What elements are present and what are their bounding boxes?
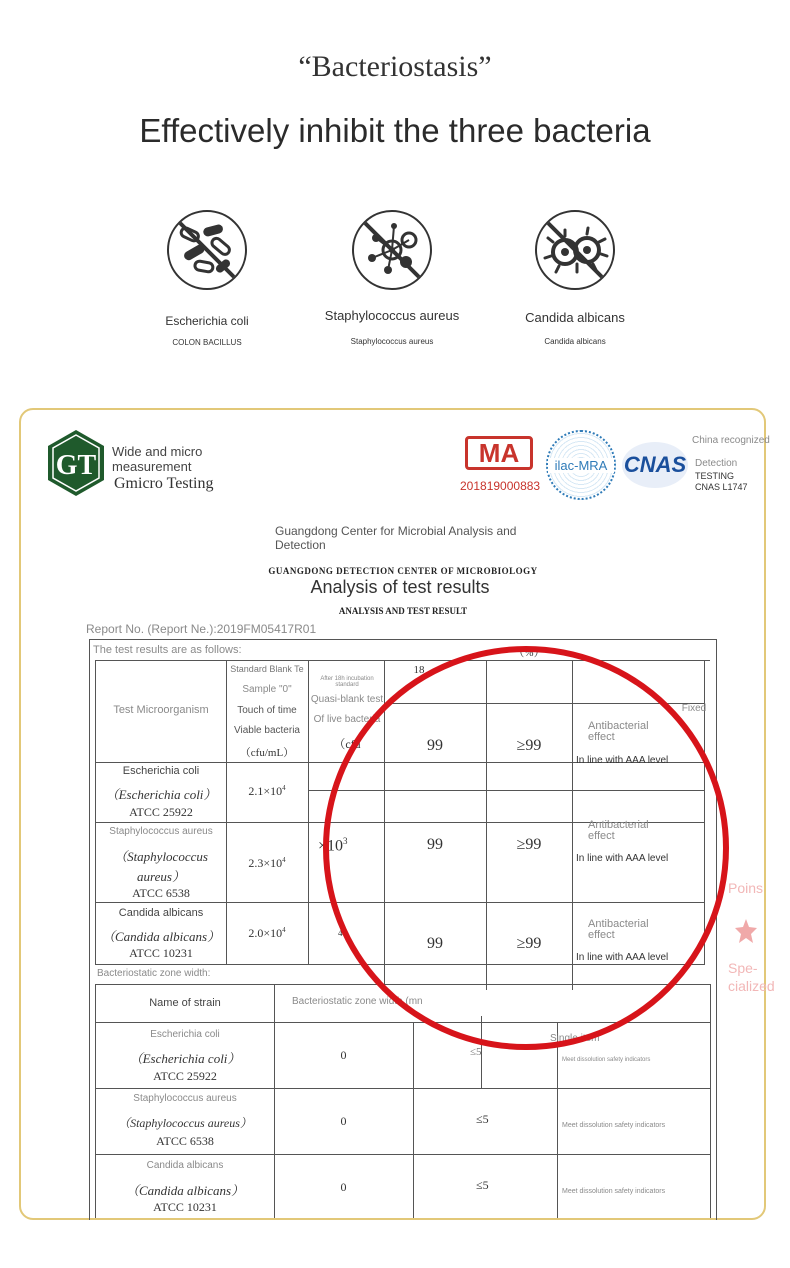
quote-title: “Bacteriostasis”: [298, 50, 492, 83]
blank-value: $2.1\times 10^4$: [248, 784, 286, 798]
col-fixed: Fixed: [681, 703, 707, 714]
row-latin: （Candida albicans）: [101, 929, 221, 944]
row-name: Staphylococcus aureus: [109, 826, 213, 837]
ilac-text: ilac-MRA: [548, 458, 614, 473]
row-atcc: ATCC 10231: [129, 946, 193, 960]
cnas-line-1: China recognized: [692, 435, 770, 446]
bacteria-item-staphylococcus: [292, 210, 492, 346]
col-quasi-4: （cfu: [333, 737, 361, 751]
col-18h: 18: [413, 664, 425, 676]
row-name: Candida albicans: [118, 907, 204, 919]
stamp-text-2: Spe- cialized: [728, 960, 775, 994]
col-single: Single item: [550, 1033, 600, 1044]
zone-intro: Bacteriostatic zone width:: [97, 968, 211, 979]
effect-line-1: Antibacterial: [588, 918, 649, 930]
limit-value: ≤5: [470, 1046, 482, 1058]
row-name: Staphylococcus aureus: [133, 1093, 237, 1104]
effect-line-1: Antibacterial: [588, 720, 649, 732]
zone-value: 0: [340, 1048, 347, 1062]
limit-value: ≤5: [476, 1178, 489, 1192]
row-latin: （Staphylococcus aureus）: [118, 1116, 252, 1130]
col-percent: （%）: [513, 647, 545, 659]
col-zone: Bacteriostatic zone width (mn: [292, 996, 423, 1007]
bacteria-subname: COLON BACILLUS: [172, 338, 242, 347]
standard-value: ≥99: [516, 935, 542, 952]
bacteria-subname: Candida albicans: [544, 337, 606, 346]
quasi-value: 4: [338, 928, 343, 938]
standard-value: ≥99: [516, 737, 542, 754]
cma-text: MA: [478, 438, 520, 468]
analysis-title-en: ANALYSIS AND TEST RESULT: [338, 606, 468, 616]
effect-line-2: effect: [588, 830, 615, 842]
rate-value: 99: [427, 737, 443, 754]
stamp-text-1: Poins: [728, 880, 764, 896]
logo-letters: GT: [55, 450, 97, 481]
cma-mark-icon: [465, 436, 533, 470]
cnas-text: CNAS: [623, 452, 687, 477]
col-strain: Name of strain: [149, 997, 221, 1009]
col-blank-1: Standard Blank Te: [230, 664, 304, 674]
candida-crossed-icon: [535, 210, 615, 290]
row-latin: （Staphylococcus: [114, 849, 208, 864]
rate-value: 99: [427, 836, 443, 853]
limit-value: ≤5: [476, 1112, 489, 1126]
center-name-en: GUANGDONG DETECTION CENTER OF MICROBIOLOGY: [268, 566, 538, 576]
row-name: Escherichia coli: [150, 1029, 220, 1040]
col-test-microorganism: Test Microorganism: [113, 704, 209, 716]
row-atcc: ATCC 6538: [132, 886, 190, 900]
center-line-1: Guangdong Center for Microbial Analysis and: [275, 524, 517, 538]
col-blank-4: Viable bacteria: [234, 725, 300, 736]
blank-value: $2.0\times 10^4$: [248, 926, 286, 940]
row-atcc: ATCC 10231: [153, 1200, 217, 1214]
center-line-2: Detection: [275, 538, 326, 552]
quasi-value: $\times 10^3$: [318, 836, 348, 855]
center-name: [275, 524, 516, 552]
row-latin-2: aureus）: [137, 869, 185, 884]
effect-line-2: effect: [588, 731, 615, 743]
bacteria-item-candida: [475, 210, 675, 346]
bacteria-name: Escherichia coli: [165, 314, 249, 328]
cnas-mark-icon: [622, 442, 688, 488]
row-atcc: ATCC 25922: [153, 1069, 217, 1083]
col-quasi-1: After 18h incubation standard: [320, 676, 374, 688]
analysis-title: Analysis of test results: [310, 577, 490, 597]
staphylococcus-crossed-icon: [352, 210, 432, 290]
cnas-line-2: Detection: [695, 458, 738, 469]
row-latin: （Escherichia coli）: [105, 787, 217, 802]
row-name: Candida albicans: [146, 1160, 224, 1171]
effect-line-1: Antibacterial: [588, 819, 649, 831]
standard-value: ≥99: [516, 836, 542, 853]
note-text: Meet dissolution safety indicators: [562, 1057, 651, 1063]
blank-value: $2.3\times 10^4$: [248, 856, 286, 870]
brand-tagline: [112, 444, 202, 474]
col-quasi-2: Quasi-blank test: [310, 694, 384, 705]
zone-value: 0: [340, 1180, 347, 1194]
brand-line-1: Wide and micro: [112, 444, 203, 459]
cma-number: 201819000883: [460, 479, 541, 493]
col-blank-3: Touch of time: [237, 705, 297, 716]
row-latin: （Escherichia coli）: [129, 1051, 241, 1066]
effect-line-2: effect: [588, 929, 615, 941]
report-number: Report No. (Report Ne.):2019FM05417R01: [86, 622, 317, 636]
cnas-line-4: CNAS L1747: [695, 482, 748, 492]
brand-name: Gmicro Testing: [114, 475, 214, 492]
headline: Effectively inhibit the three bacteria: [139, 112, 651, 149]
row-atcc: ATCC 6538: [156, 1134, 214, 1148]
row-latin: （Candida albicans）: [125, 1183, 245, 1198]
col-blank-5: （cfu/mL）: [239, 747, 295, 759]
cnas-line-3: TESTING: [695, 471, 735, 481]
bacteria-subname: Staphylococcus aureus: [350, 337, 434, 346]
level-text: In line with AAA level: [576, 952, 669, 963]
gmicro-logo-icon: [46, 428, 106, 503]
ilac-mra-mark-icon: [546, 430, 616, 500]
bacteria-name: Staphylococcus aureus: [324, 308, 460, 323]
note-text: Meet dissolution safety indicators: [562, 1188, 666, 1195]
col-quasi-3: Of live bacteria: [313, 714, 381, 725]
bacteria-item-e-coli: [107, 210, 307, 347]
level-text: In line with AAA level: [576, 853, 669, 864]
brand-line-2: measurement: [112, 459, 192, 474]
bacteria-name: Candida albicans: [525, 310, 625, 325]
level-text: In line with AAA level: [576, 755, 669, 766]
col-blank-2: Sample "0": [242, 684, 292, 695]
zone-value: 0: [340, 1114, 347, 1128]
results-intro: The test results are as follows:: [93, 644, 242, 656]
row-atcc: ATCC 25922: [129, 805, 193, 819]
e-coli-crossed-icon: [167, 210, 247, 290]
highlight-circle: [318, 640, 740, 1067]
rate-value: 99: [427, 935, 443, 952]
row-name: Escherichia coli: [122, 765, 200, 777]
note-text: Meet dissolution safety indicators: [562, 1122, 666, 1129]
